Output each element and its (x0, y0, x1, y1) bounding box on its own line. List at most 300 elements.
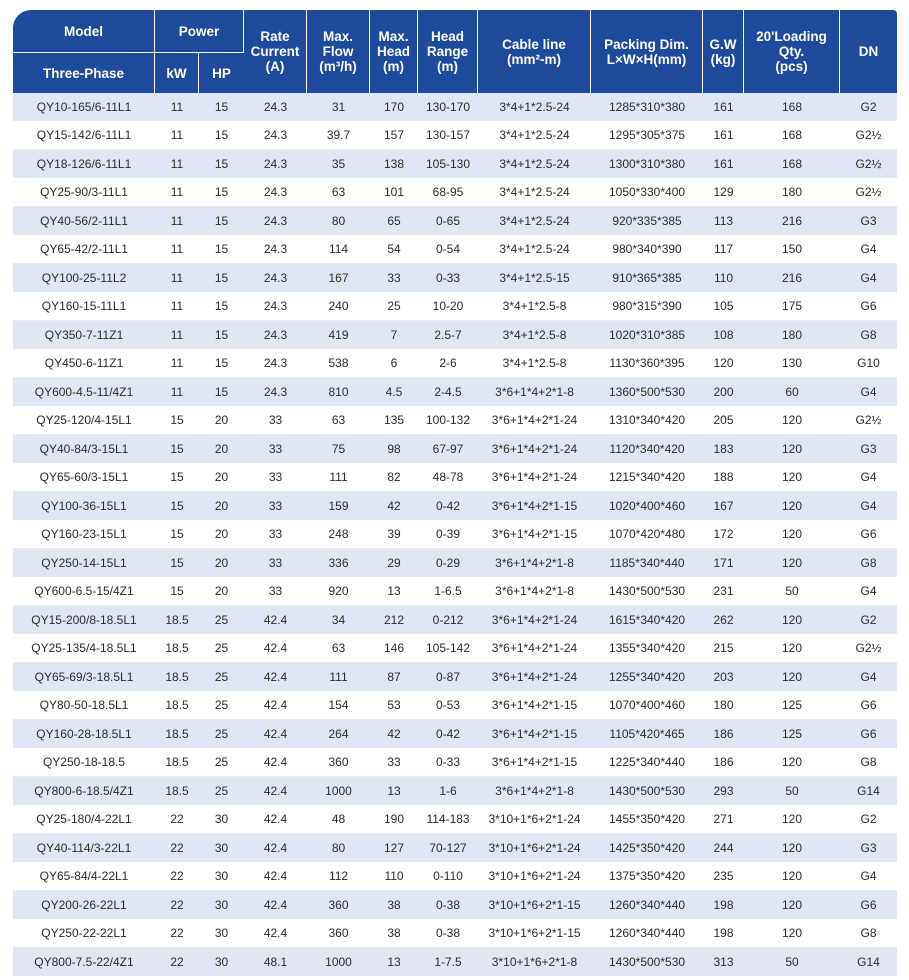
cell-loading-qty: 120 (744, 920, 840, 949)
cell-model: QY600-4.5-11/4Z1 (13, 378, 155, 407)
cell-rate-current: 24.3 (244, 264, 307, 293)
cell-hp: 25 (199, 777, 244, 806)
cell-gross-weight: 110 (703, 264, 744, 293)
cell-dn: G6 (840, 521, 897, 550)
cell-loading-qty: 120 (744, 492, 840, 521)
cell-max-head: 53 (370, 692, 418, 721)
cell-max-flow: 240 (307, 293, 370, 322)
cell-model: QY25-135/4-18.5L1 (13, 635, 155, 664)
cell-model: QY65-69/3-18.5L1 (13, 663, 155, 692)
cell-max-flow: 63 (307, 635, 370, 664)
cell-max-head: 13 (370, 948, 418, 977)
header-gross-weight (703, 10, 744, 93)
cell-cable-line: 3*6+1*4+2*1-24 (478, 635, 591, 664)
cell-head-range: 105-142 (418, 635, 478, 664)
cell-cable-line: 3*6+1*4+2*1-15 (478, 692, 591, 721)
cell-head-range: 70-127 (418, 834, 478, 863)
cell-rate-current: 42.4 (244, 635, 307, 664)
cell-packing-dim: 1020*310*385 (591, 321, 703, 350)
table-body (13, 93, 897, 977)
cell-hp: 15 (199, 150, 244, 179)
cell-hp: 30 (199, 948, 244, 977)
header-max-flow (307, 10, 370, 93)
cell-loading-qty: 120 (744, 663, 840, 692)
cell-dn: G4 (840, 492, 897, 521)
cell-hp: 30 (199, 863, 244, 892)
cell-rate-current: 33 (244, 492, 307, 521)
cell-kw: 22 (155, 891, 199, 920)
cell-packing-dim: 1130*360*395 (591, 350, 703, 379)
cell-kw: 22 (155, 834, 199, 863)
cell-head-range: 10-20 (418, 293, 478, 322)
cell-dn: G3 (840, 435, 897, 464)
cell-model: QY200-26-22L1 (13, 891, 155, 920)
cell-max-flow: 360 (307, 920, 370, 949)
cell-rate-current: 42.4 (244, 606, 307, 635)
cell-dn: G2 (840, 93, 897, 122)
cell-gross-weight: 293 (703, 777, 744, 806)
cell-head-range: 2.5-7 (418, 321, 478, 350)
cell-dn: G4 (840, 236, 897, 265)
table-row (13, 720, 897, 749)
cell-loading-qty: 216 (744, 207, 840, 236)
cell-loading-qty: 120 (744, 749, 840, 778)
cell-rate-current: 42.4 (244, 806, 307, 835)
cell-head-range: 0-53 (418, 692, 478, 721)
cell-loading-qty: 120 (744, 863, 840, 892)
cell-gross-weight: 262 (703, 606, 744, 635)
cell-kw: 18.5 (155, 692, 199, 721)
cell-max-flow: 810 (307, 378, 370, 407)
cell-head-range: 114-183 (418, 806, 478, 835)
table-row (13, 834, 897, 863)
cell-max-flow: 35 (307, 150, 370, 179)
cell-rate-current: 24.3 (244, 179, 307, 208)
cell-dn: G2½ (840, 407, 897, 436)
cell-kw: 22 (155, 863, 199, 892)
cell-hp: 25 (199, 749, 244, 778)
cell-loading-qty: 175 (744, 293, 840, 322)
cell-hp: 15 (199, 122, 244, 151)
table-row (13, 863, 897, 892)
cell-dn: G14 (840, 777, 897, 806)
header-cable-line-line1: Cable line (502, 36, 566, 52)
cell-rate-current: 33 (244, 578, 307, 607)
cell-gross-weight: 231 (703, 578, 744, 607)
cell-model: QY15-142/6-11L1 (13, 122, 155, 151)
cell-packing-dim: 980*315*390 (591, 293, 703, 322)
cell-max-flow: 63 (307, 179, 370, 208)
cell-dn: G4 (840, 264, 897, 293)
cell-kw: 11 (155, 207, 199, 236)
cell-gross-weight: 200 (703, 378, 744, 407)
cell-loading-qty: 120 (744, 834, 840, 863)
cell-hp: 15 (199, 236, 244, 265)
cell-kw: 15 (155, 464, 199, 493)
cell-max-head: 170 (370, 93, 418, 122)
cell-kw: 11 (155, 93, 199, 122)
cell-kw: 15 (155, 492, 199, 521)
table-header (13, 10, 897, 93)
cell-model: QY40-56/2-11L1 (13, 207, 155, 236)
cell-kw: 18.5 (155, 663, 199, 692)
cell-head-range: 2-6 (418, 350, 478, 379)
cell-kw: 15 (155, 549, 199, 578)
cell-model: QY100-25-11L2 (13, 264, 155, 293)
header-cable-line (478, 10, 591, 93)
cell-packing-dim: 1070*420*480 (591, 521, 703, 550)
cell-packing-dim: 1615*340*420 (591, 606, 703, 635)
cell-head-range: 1-7.5 (418, 948, 478, 977)
cell-head-range: 0-110 (418, 863, 478, 892)
cell-max-head: 13 (370, 777, 418, 806)
cell-rate-current: 24.3 (244, 378, 307, 407)
cell-loading-qty: 216 (744, 264, 840, 293)
header-gw-line1: G.W (709, 36, 737, 52)
cell-head-range: 0-87 (418, 663, 478, 692)
cell-gross-weight: 105 (703, 293, 744, 322)
cell-loading-qty: 130 (744, 350, 840, 379)
cell-kw: 11 (155, 150, 199, 179)
cell-cable-line: 3*10+1*6+2*1-24 (478, 863, 591, 892)
cell-head-range: 0-33 (418, 264, 478, 293)
cell-packing-dim: 1105*420*465 (591, 720, 703, 749)
cell-rate-current: 42.4 (244, 663, 307, 692)
header-rate-current (244, 10, 307, 93)
cell-head-range: 105-130 (418, 150, 478, 179)
cell-max-flow: 159 (307, 492, 370, 521)
cell-rate-current: 42.4 (244, 692, 307, 721)
cell-cable-line: 3*4+1*2.5-24 (478, 207, 591, 236)
cell-packing-dim: 1295*305*375 (591, 122, 703, 151)
cell-kw: 15 (155, 407, 199, 436)
cell-dn: G6 (840, 720, 897, 749)
cell-hp: 20 (199, 549, 244, 578)
cell-gross-weight: 205 (703, 407, 744, 436)
cell-loading-qty: 120 (744, 435, 840, 464)
cell-max-flow: 111 (307, 663, 370, 692)
cell-rate-current: 33 (244, 407, 307, 436)
cell-dn: G8 (840, 920, 897, 949)
cell-max-flow: 167 (307, 264, 370, 293)
cell-model: QY160-23-15L1 (13, 521, 155, 550)
cell-cable-line: 3*6+1*4+2*1-24 (478, 464, 591, 493)
cell-max-head: 38 (370, 920, 418, 949)
cell-model: QY25-180/4-22L1 (13, 806, 155, 835)
cell-packing-dim: 1260*340*440 (591, 920, 703, 949)
table-row (13, 606, 897, 635)
cell-max-head: 39 (370, 521, 418, 550)
cell-max-flow: 920 (307, 578, 370, 607)
cell-gross-weight: 180 (703, 692, 744, 721)
table-row (13, 407, 897, 436)
cell-gross-weight: 120 (703, 350, 744, 379)
cell-max-head: 212 (370, 606, 418, 635)
header-rate-current-line1: Rate (260, 29, 290, 44)
cell-rate-current: 24.3 (244, 150, 307, 179)
table-row (13, 321, 897, 350)
cell-rate-current: 42.4 (244, 749, 307, 778)
cell-head-range: 68-95 (418, 179, 478, 208)
cell-kw: 18.5 (155, 777, 199, 806)
table-row (13, 492, 897, 521)
cell-model: QY450-6-11Z1 (13, 350, 155, 379)
cell-cable-line: 3*10+1*6+2*1-15 (478, 920, 591, 949)
table-row (13, 549, 897, 578)
header-max-head-line3: (m) (383, 59, 405, 74)
cell-packing-dim: 1360*500*530 (591, 378, 703, 407)
header-kw: kW (155, 53, 199, 93)
cell-model: QY40-114/3-22L1 (13, 834, 155, 863)
cell-packing-dim: 1070*400*460 (591, 692, 703, 721)
cell-packing-dim: 1020*400*460 (591, 492, 703, 521)
cell-rate-current: 42.4 (244, 920, 307, 949)
cell-dn: G8 (840, 549, 897, 578)
cell-loading-qty: 168 (744, 150, 840, 179)
cell-loading-qty: 168 (744, 93, 840, 122)
cell-rate-current: 24.3 (244, 93, 307, 122)
cell-loading-qty: 180 (744, 321, 840, 350)
cell-head-range: 48-78 (418, 464, 478, 493)
cell-packing-dim: 1285*310*380 (591, 93, 703, 122)
cell-gross-weight: 171 (703, 549, 744, 578)
cell-hp: 15 (199, 207, 244, 236)
cell-head-range: 0-65 (418, 207, 478, 236)
cell-loading-qty: 50 (744, 777, 840, 806)
cell-rate-current: 24.3 (244, 350, 307, 379)
header-packing-line2: L×W×H(mm) (606, 51, 687, 67)
cell-head-range: 0-33 (418, 749, 478, 778)
cell-hp: 15 (199, 378, 244, 407)
cell-kw: 18.5 (155, 606, 199, 635)
cell-hp: 20 (199, 435, 244, 464)
cell-max-flow: 1000 (307, 777, 370, 806)
cell-rate-current: 42.4 (244, 834, 307, 863)
table-row (13, 293, 897, 322)
cell-gross-weight: 203 (703, 663, 744, 692)
header-cable-line-line2: (mm²-m) (507, 51, 562, 67)
cell-packing-dim: 980*340*390 (591, 236, 703, 265)
cell-model: QY65-42/2-11L1 (13, 236, 155, 265)
cell-hp: 30 (199, 920, 244, 949)
header-rate-current-line3: (A) (265, 59, 285, 74)
cell-cable-line: 3*4+1*2.5-24 (478, 93, 591, 122)
cell-gross-weight: 172 (703, 521, 744, 550)
header-max-head-line1: Max. (378, 29, 409, 44)
table-row (13, 150, 897, 179)
cell-loading-qty: 50 (744, 578, 840, 607)
header-max-flow-line3: (m³/h) (319, 59, 357, 74)
cell-model: QY80-50-18.5L1 (13, 692, 155, 721)
cell-loading-qty: 120 (744, 806, 840, 835)
cell-cable-line: 3*6+1*4+2*1-24 (478, 435, 591, 464)
cell-rate-current: 24.3 (244, 207, 307, 236)
table-row (13, 435, 897, 464)
header-dn: DN (840, 10, 897, 93)
table-row (13, 891, 897, 920)
cell-packing-dim: 1185*340*440 (591, 549, 703, 578)
cell-hp: 15 (199, 293, 244, 322)
cell-dn: G4 (840, 378, 897, 407)
cell-dn: G4 (840, 464, 897, 493)
cell-hp: 30 (199, 834, 244, 863)
cell-max-flow: 34 (307, 606, 370, 635)
cell-model: QY25-90/3-11L1 (13, 179, 155, 208)
cell-max-head: 110 (370, 863, 418, 892)
cell-dn: G6 (840, 293, 897, 322)
table-row (13, 749, 897, 778)
header-head-range (418, 10, 478, 93)
cell-kw: 11 (155, 321, 199, 350)
cell-kw: 11 (155, 236, 199, 265)
cell-packing-dim: 1215*340*420 (591, 464, 703, 493)
cell-loading-qty: 125 (744, 692, 840, 721)
cell-max-flow: 114 (307, 236, 370, 265)
cell-head-range: 0-42 (418, 492, 478, 521)
table-row (13, 948, 897, 977)
cell-rate-current: 42.4 (244, 777, 307, 806)
spec-table-container (13, 10, 897, 977)
cell-max-head: 29 (370, 549, 418, 578)
cell-hp: 15 (199, 264, 244, 293)
cell-gross-weight: 198 (703, 891, 744, 920)
cell-kw: 18.5 (155, 720, 199, 749)
cell-rate-current: 33 (244, 549, 307, 578)
cell-packing-dim: 1430*500*530 (591, 777, 703, 806)
cell-max-head: 127 (370, 834, 418, 863)
cell-packing-dim: 1355*340*420 (591, 635, 703, 664)
cell-kw: 11 (155, 264, 199, 293)
cell-rate-current: 33 (244, 464, 307, 493)
cell-loading-qty: 120 (744, 407, 840, 436)
cell-dn: G4 (840, 863, 897, 892)
cell-dn: G8 (840, 321, 897, 350)
cell-max-head: 138 (370, 150, 418, 179)
cell-max-head: 101 (370, 179, 418, 208)
cell-model: QY600-6.5-15/4Z1 (13, 578, 155, 607)
cell-model: QY800-7.5-22/4Z1 (13, 948, 155, 977)
table-row (13, 122, 897, 151)
cell-rate-current: 42.4 (244, 891, 307, 920)
cell-loading-qty: 120 (744, 635, 840, 664)
cell-max-head: 33 (370, 264, 418, 293)
cell-kw: 15 (155, 521, 199, 550)
cell-max-head: 98 (370, 435, 418, 464)
cell-cable-line: 3*6+1*4+2*1-24 (478, 606, 591, 635)
cell-head-range: 0-38 (418, 891, 478, 920)
cell-cable-line: 3*4+1*2.5-8 (478, 350, 591, 379)
cell-max-head: 25 (370, 293, 418, 322)
cell-gross-weight: 167 (703, 492, 744, 521)
cell-max-head: 87 (370, 663, 418, 692)
cell-loading-qty: 50 (744, 948, 840, 977)
cell-max-head: 82 (370, 464, 418, 493)
cell-hp: 20 (199, 521, 244, 550)
header-rate-current-line2: Current (250, 44, 300, 59)
cell-hp: 20 (199, 578, 244, 607)
cell-dn: G2 (840, 606, 897, 635)
header-power: Power (155, 10, 244, 53)
cell-rate-current: 24.3 (244, 122, 307, 151)
cell-gross-weight: 186 (703, 749, 744, 778)
table-row (13, 236, 897, 265)
cell-hp: 25 (199, 720, 244, 749)
cell-hp: 25 (199, 663, 244, 692)
cell-packing-dim: 1455*350*420 (591, 806, 703, 835)
header-three-phase: Three-Phase (13, 53, 155, 93)
table-row (13, 920, 897, 949)
cell-max-flow: 48 (307, 806, 370, 835)
cell-rate-current: 24.3 (244, 236, 307, 265)
cell-kw: 11 (155, 378, 199, 407)
cell-gross-weight: 215 (703, 635, 744, 664)
cell-hp: 15 (199, 179, 244, 208)
cell-loading-qty: 180 (744, 179, 840, 208)
table-row (13, 179, 897, 208)
cell-max-flow: 248 (307, 521, 370, 550)
cell-rate-current: 42.4 (244, 863, 307, 892)
cell-hp: 20 (199, 492, 244, 521)
cell-packing-dim: 1375*350*420 (591, 863, 703, 892)
cell-model: QY65-60/3-15L1 (13, 464, 155, 493)
cell-max-head: 42 (370, 492, 418, 521)
cell-gross-weight: 129 (703, 179, 744, 208)
cell-max-head: 33 (370, 749, 418, 778)
cell-max-flow: 538 (307, 350, 370, 379)
cell-model: QY18-126/6-11L1 (13, 150, 155, 179)
cell-dn: G2½ (840, 179, 897, 208)
header-loading-line2: Qty. (778, 44, 805, 59)
cell-dn: G10 (840, 350, 897, 379)
cell-kw: 18.5 (155, 749, 199, 778)
cell-dn: G2½ (840, 635, 897, 664)
table-row (13, 635, 897, 664)
cell-model: QY250-18-18.5 (13, 749, 155, 778)
cell-max-flow: 154 (307, 692, 370, 721)
cell-max-head: 65 (370, 207, 418, 236)
cell-cable-line: 3*6+1*4+2*1-15 (478, 521, 591, 550)
cell-cable-line: 3*10+1*6+2*1-8 (478, 948, 591, 977)
cell-packing-dim: 1050*330*400 (591, 179, 703, 208)
cell-cable-line: 3*6+1*4+2*1-15 (478, 749, 591, 778)
cell-gross-weight: 313 (703, 948, 744, 977)
cell-cable-line: 3*10+1*6+2*1-24 (478, 834, 591, 863)
cell-cable-line: 3*4+1*2.5-15 (478, 264, 591, 293)
table-row (13, 207, 897, 236)
cell-max-flow: 80 (307, 834, 370, 863)
table-row (13, 663, 897, 692)
table-row (13, 521, 897, 550)
cell-hp: 15 (199, 321, 244, 350)
table-row (13, 350, 897, 379)
cell-kw: 22 (155, 806, 199, 835)
cell-kw: 11 (155, 179, 199, 208)
table-row (13, 578, 897, 607)
cell-cable-line: 3*6+1*4+2*1-8 (478, 777, 591, 806)
cell-hp: 25 (199, 635, 244, 664)
cell-packing-dim: 1430*500*530 (591, 578, 703, 607)
cell-model: QY25-120/4-15L1 (13, 407, 155, 436)
table-row (13, 777, 897, 806)
cell-cable-line: 3*4+1*2.5-24 (478, 236, 591, 265)
cell-hp: 30 (199, 806, 244, 835)
cell-packing-dim: 1425*350*420 (591, 834, 703, 863)
cell-max-flow: 336 (307, 549, 370, 578)
cell-model: QY100-36-15L1 (13, 492, 155, 521)
cell-max-head: 135 (370, 407, 418, 436)
cell-gross-weight: 186 (703, 720, 744, 749)
cell-head-range: 2-4.5 (418, 378, 478, 407)
